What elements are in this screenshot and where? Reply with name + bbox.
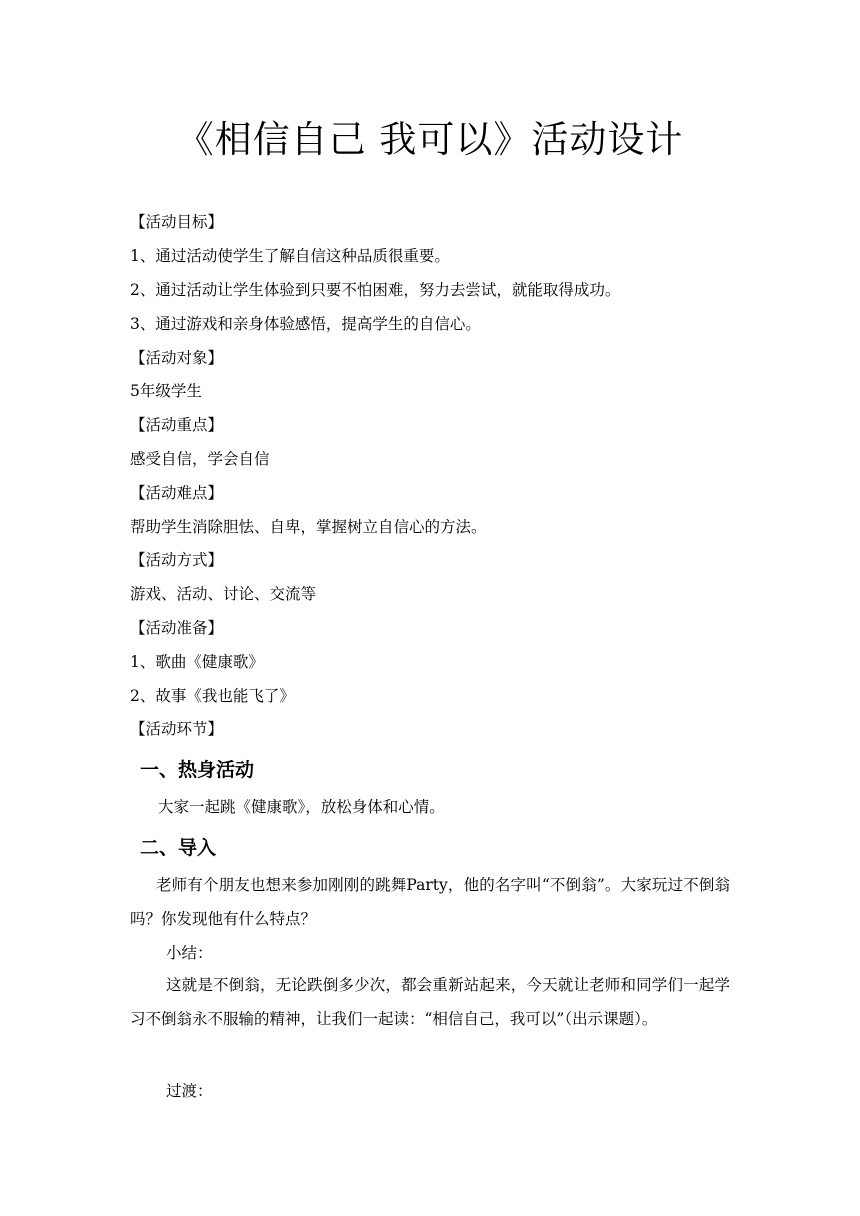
method-text: 游戏、活动、讨论、交流等 bbox=[130, 585, 317, 603]
section-label-difficulty: 【活动难点】 bbox=[130, 484, 224, 502]
section-label-goals: 【活动目标】 bbox=[130, 213, 224, 231]
section-label-focus: 【活动重点】 bbox=[130, 416, 224, 434]
difficulty-text: 帮助学生消除胆怯、自卑，掌握树立自信心的方法。 bbox=[130, 518, 487, 536]
preparation-item-2: 2、故事《我也能飞了》 bbox=[130, 687, 295, 705]
section-label-preparation: 【活动准备】 bbox=[130, 619, 224, 637]
focus-text: 感受自信，学会自信 bbox=[130, 450, 270, 468]
document-title: 《相信自己 我可以》活动设计 bbox=[176, 118, 684, 161]
summary-paragraph: 这就是不倒翁，无论跌倒多少次，都会重新站起来，今天就让老师和同学们一起学习不倒翁永不服输的精神，让我们一起读：“相信自己，我可以”（出示课题）。 bbox=[130, 976, 730, 1028]
section-label-audience: 【活动对象】 bbox=[130, 349, 224, 367]
intro-paragraph: 老师有个朋友也想来参加刚刚的跳舞Party，他的名字叫“不倒翁”。大家玩过不倒翁吗？你发现他有什么特点？ bbox=[130, 876, 730, 928]
transition-label: 过渡： bbox=[166, 1082, 213, 1100]
section-label-steps: 【活动环节】 bbox=[130, 720, 224, 738]
audience-text: 5年级学生 bbox=[130, 382, 202, 400]
summary-label: 小结： bbox=[166, 944, 213, 962]
section-label-method: 【活动方式】 bbox=[130, 551, 224, 569]
goal-item-3: 3、通过游戏和亲身体验感悟，提高学生的自信心。 bbox=[130, 315, 481, 333]
warmup-text: 大家一起跳《健康歌》，放松身体和心情。 bbox=[158, 798, 445, 816]
heading-intro: 二、导入 bbox=[140, 837, 217, 859]
heading-warmup: 一、热身活动 bbox=[140, 759, 255, 781]
preparation-item-1: 1、歌曲《健康歌》 bbox=[130, 653, 264, 671]
goal-item-2: 2、通过活动让学生体验到只要不怕困难，努力去尝试，就能取得成功。 bbox=[130, 281, 621, 299]
goal-item-1: 1、通过活动使学生了解自信这种品质很重要。 bbox=[130, 247, 450, 265]
